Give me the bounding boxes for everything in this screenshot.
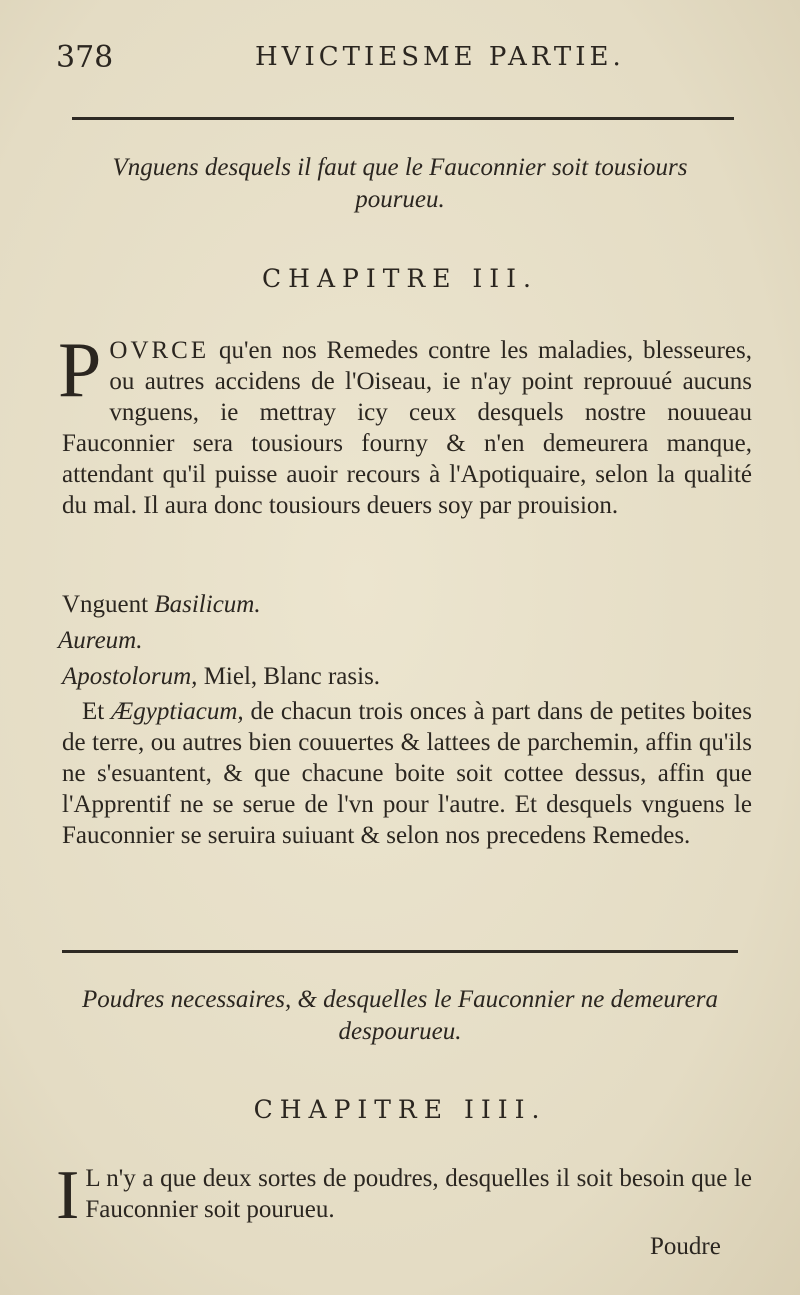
list-item [58,625,142,656]
unguent-name: Aureum. [58,627,143,654]
paragraph-unguents-storage [62,696,752,851]
drop-cap: P [58,326,102,413]
paragraph-unguents-intro [58,326,753,521]
page-number: 378 [56,40,114,75]
unguent-name: Basilicum. [154,591,261,618]
paragraph [62,696,752,851]
section-title-line-2: pourueu. [355,186,445,213]
list-item [62,589,261,620]
list-item-rest: Miel, Blanc rasis. [197,663,381,690]
list-item-prefix: Vnguent [62,591,155,618]
running-head: HVICTIESME PARTIE. [255,42,625,72]
paragraph-prefix: Et [82,698,112,725]
drop-cap: I [56,1157,80,1234]
header-rule [72,117,734,120]
catchword: Poudre [650,1233,721,1260]
section-title-line-1: Vnguens desquels il faut que le Fauconnier soit tousiours [112,154,688,181]
paragraph-text: de chacun trois onces à part dans de petites boites de terre, ou autres bien couuertes & lattees de parchemin, affin qu'ils ne s'esuantent, & que chacune boite soit cottee dessus, affin que l'Apprentif ne se serue de l'vn pour l'autre. Et desquels vnguens le Fauconnier se seruira suiuant & selon nos precedens Remedes. [62,698,752,849]
paragraph-text: L n'y a que deux sortes de poudres, desquelles il soit besoin que le Fauconnier soit pourueu. [85,1165,752,1223]
paragraph-text: qu'en nos Remedes contre les maladies, blesseures, ou autres accidens de l'Oiseau, ie n'ay point reprouué aucuns vnguens, ie mettray icy ceux desquels nostre nouueau Fauconnier sera tousiours fourny & n'en demeurera manque, attendant qu'il puisse auoir recours à l'Apotiquaire, selon la qualité du mal. Il aura donc tousiours deuers soy par prouision. [62,337,753,519]
unguent-name: Ægyptiacum, [111,698,244,725]
chapter-heading-3: CHAPITRE III. [262,264,538,293]
section-title-line-2: despourueu. [338,1018,462,1045]
unguent-name: Apostolorum, [62,663,198,690]
section-rule [62,950,738,953]
section-title-powders [45,984,755,1048]
paragraph-powders-intro [56,1157,752,1234]
section-title-unguents [80,152,720,216]
section-title-line-1: Poudres necessaires, & desquelles le Fauconnier ne demeurera [82,986,718,1013]
chapter-heading-4: CHAPITRE IIII. [253,1095,547,1124]
lead-in-word: OVRCE [109,337,210,364]
list-item [62,661,380,692]
